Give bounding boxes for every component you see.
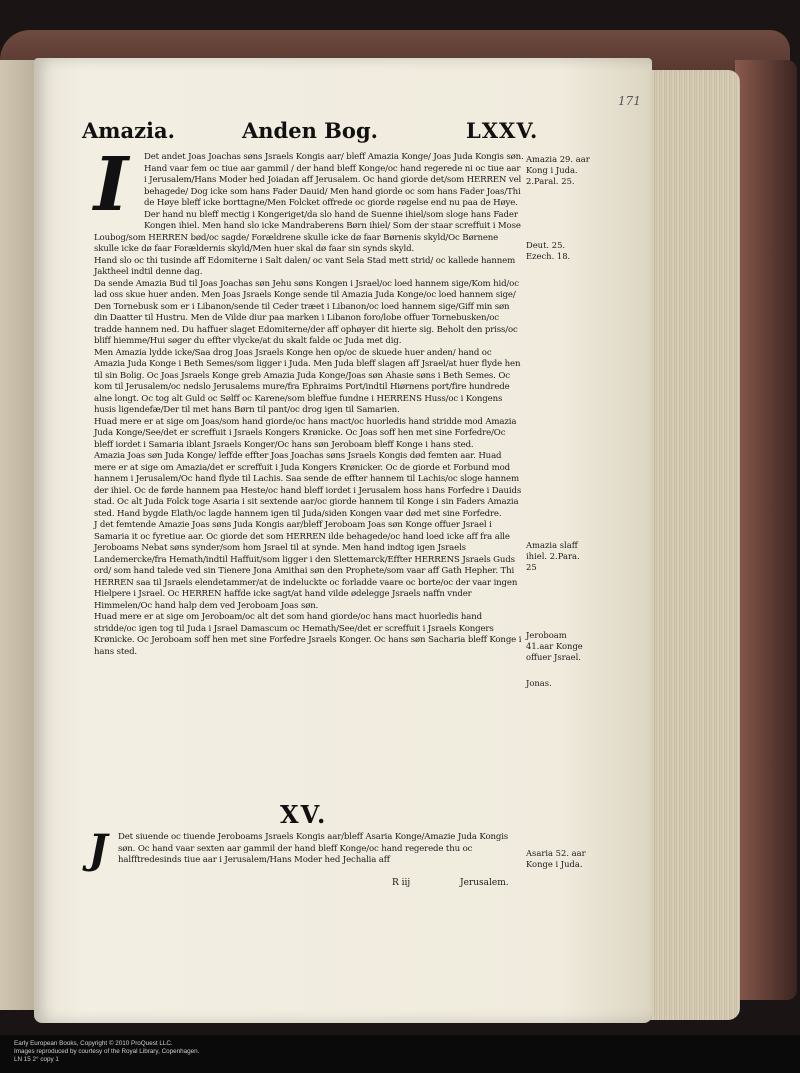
paragraph: J det femtende Amazie Joas søns Juda Kongis aar/bleff Jeroboam Joas søn Konge offuer Jsrael i Samaria it oc fyretiue aar. Oc giorde det som HERREN ilde behagede/oc hand loed icke aff fra alle Jeroboams Nebat søns synder/som hom Jsrael til at synde. Men hand indtog igen Jsraels Landemercke/fra Hemath/indtil Haffuit/som ligger i den Slettemarck/Effter HERRENS Jsraels Guds ord/ som hand talede ved sin Tienere Jona Amithai søn den Prophete/som vaar aff Gath Hepher. Thi HERREN saa til Jsraels elendetammer/at de indeluckte oc forladde vaare oc borte/oc der vaar ingen Hielpere i Jsrael. Oc HERREN haffde icke sagt/at hand vilde ødelegge Jsraels naffn vnder Himmelen/Oc hand halp dem ved Jeroboam Joas søn.	[94, 520, 518, 611]
paragraph: Huad mere er at sige om Joas/som hand giorde/oc hans mact/oc huorledis hand stridde mod Amazia Juda Konge/See/det er screffuit i Jsraels Kongers Krønicke. Oc Joas soff hen met sine Forfedre/Oc bleff iordet i Samaria iblant Jsraels Konger/Oc hans søn Jeroboam bleff Konge i hans sted.	[94, 416, 517, 450]
catchword: Jerusalem.	[460, 878, 509, 888]
margin-note: Amazia 29. aar Kong i Juda. 2.Paral. 25.	[526, 154, 590, 186]
paragraph: Amazia Joas søn Juda Konge/ leffde effter Joas Joachas søns Jsraels Kongis død femten aar. Huad mere er at sige om Amazia/det er screffuit i Juda Kongers Krønicker. Oc de giorde et Forbund mod hannem i Jerusalem/Oc hand flyde til Lachis. Saa sende de effter hannem til Lachis/oc sloge hannem der ihiel. Oc de førde hannem paa Heste/oc hand bleff iordet i Jerusalem hoss hans Forfedre i Dauids stad. Oc alt Juda Folck toge Asaria i sit sextende aar/oc giorde hannem til Konge i sin Faders Amazia sted. Hand bygde Elath/oc lagde hannem igen til Juda/siden Kongen vaar død met sine Forfedre.	[94, 451, 522, 519]
margin-note: Amazia slaff ihiel. 2.Para. 25	[526, 540, 580, 572]
paragraph: Hand slo oc thi tusinde aff Edomiterne i Salt dalen/ oc vant Sela Stad mett strid/ oc kallede hannem Jaktheel indtil denne dag.	[94, 255, 516, 277]
chapter-heading: XV.	[280, 800, 328, 829]
main-text-block	[84, 142, 524, 658]
folio-number: 171	[618, 94, 641, 108]
running-head-right: LXXV.	[466, 118, 539, 143]
paragraph: Det siuende oc tiuende Jeroboams Jsraels Kongis aar/bleff Asaria Konge/Amazie Juda Kongis søn. Oc hand vaar sexten aar gammil der hand bleff Konge/oc hand regerede thu oc halfftredesinds tiue aar i Jerusalem/Hans Moder hed Jechalia aff	[118, 832, 509, 865]
copyright-credits	[14, 1040, 199, 1064]
paragraph: Huad mere er at sige om Jeroboam/oc alt det som hand giorde/oc hans mact huorledis hand stridde/oc igen tog til Juda i Jsrael Damascum oc Hemath/See/det er screffuit i Jsraels Kongers Krønicke. Oc Jeroboam soff hen met sine Forfedre Jsraels Konger. Oc hans søn Sacharia bleff Konge i hans sted.	[94, 612, 522, 657]
signature-mark: R iij	[392, 878, 411, 888]
margin-note: Jeroboam 41.aar Konge offuer Jsrael.	[526, 630, 583, 662]
paragraph: Men Amazia lydde icke/Saa drog Joas Jsraels Konge hen op/oc de skuede huer anden/ hand oc Amazia Juda Konge i Beth Semes/som ligger i Juda. Men Juda bleff slagen aff Jsrael/at huer flyde hen til sin Bolig. Oc Joas Jsraels Konge greb Amazia Juda Konge/Joas søn Ahasie søns i Beth Semes. Oc kom til Jerusalem/oc nedslo Jerusalems mure/fra Ephraims Port/indtil Hiørnens port/fire hundrede alne longt. Oc tog alt Guld oc Sølff oc Karene/som bleffue fundne i HERRENS Huss/oc i Kongens husis ligendefæ/Der til met hans Børn til pant/oc drog igen til Samarien.	[94, 347, 521, 415]
paragraph: Der hand nu bleff mectig i Kongeriget/da slo hand de Suenne ihiel/som sloge hans Fader Kongen ihiel. Men hand slo icke Mandraberens Børn ihiel/ Som der staar screffuit i Mose Loubog/som HERREN bød/oc sagde/ Forældrene skulle icke dø faar Børnenis skyld/Oc Børnene skulle icke dø faar Forældernis skyld/Men huer skal dø faar sin synds skyld.	[94, 209, 521, 254]
chapter-text-block	[84, 826, 524, 873]
credit-line: Images reproduced by courtesy of the Royal Library, Copenhagen.	[14, 1048, 200, 1055]
running-head-left: Amazia.	[82, 118, 175, 143]
drop-cap-initial: I	[93, 142, 129, 228]
credit-line: Early European Books, Copyright © 2010 ProQuest LLC.	[14, 1040, 173, 1047]
paragraph: Da sende Amazia Bud til Joas Joachas søn Jehu søns Kongen i Jsrael/oc loed hannem sige/Kom hid/oc lad oss skue huer anden. Men Joas Jsraels Konge sende til Amazia Juda Konge/oc loed hannem sige/ Den Tornebusk som er i Libanon/sende til Ceder træet i Libanon/oc loed hannem sige/Giff min søn din Daatter til Hustru. Men de Vilde diur paa marken i Libanon foro/lobe offuer Tornebusken/oc tradde hannem ned. Du haffuer slaget Edomiterne/der aff ophøyer dit hierte sig. Beholt den priss/oc bliff hiemme/Hui søger du effter vlycke/at du skalt falde oc Juda met dig.	[94, 278, 519, 346]
credit-line: LN 15 2° copy 1	[14, 1056, 59, 1063]
drop-cap-initial: J	[88, 826, 108, 873]
margin-note: Deut. 25. Ezech. 18.	[526, 240, 571, 261]
paragraph: Det andet Joas Joachas søns Jsraels Kongis aar/ bleff Amazia Konge/ Joas Juda Kongis søn. Hand vaar fem oc tiue aar gammil / der hand bleff Konge/oc hand regerede ni oc tiue aar i Jerusalem/Hans Moder hed Joiadan aff Jerusalem. Oc hand giorde det/som HERREN vel behagede/ Dog icke som hans Fader Dauid/ Men hand giorde oc som hans Fader Joas/Thi de Høye bleff icke borttagne/Men Folcket offrede oc giorde røgelse end nu paa de Høye.	[144, 152, 524, 208]
page-block-edges	[640, 70, 740, 1020]
margin-note: Asaria 52. aar Konge i Juda.	[526, 848, 586, 869]
running-head-center: Anden Bog.	[242, 118, 378, 143]
book-cover-right	[735, 60, 797, 1000]
margin-note: Jonas.	[526, 678, 552, 688]
